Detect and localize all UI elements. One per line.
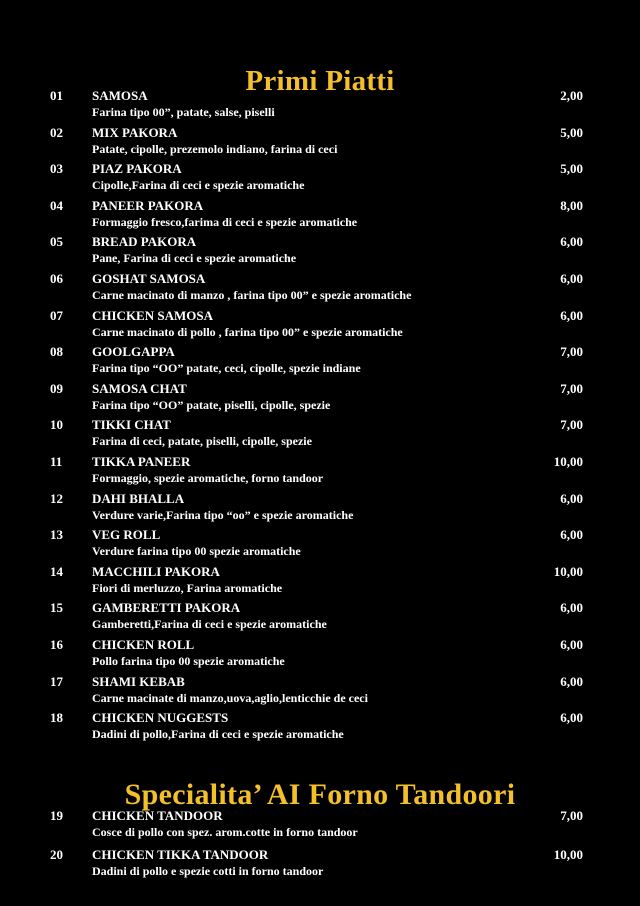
menu-item	[0, 307, 640, 344]
item-number: 04	[50, 197, 63, 213]
item-name: SAMOSA	[92, 88, 148, 103]
menu-item	[0, 709, 640, 746]
item-price: 10,00	[553, 847, 583, 862]
item-name: TIKKA PANEER	[92, 453, 191, 469]
item-price: 6,00	[560, 600, 583, 616]
item-number: 06	[50, 270, 63, 286]
item-description: Carne macinate di manzo,uova,aglio,lenticchie de ceci	[92, 690, 368, 705]
item-name: CHICKEN SAMOSA	[92, 307, 213, 323]
item-description: Pane, Farina di ceci e spezie aromatiche	[92, 251, 297, 266]
item-name: PANEER PAKORA	[92, 197, 204, 213]
item-name: PIAZ PAKORA	[92, 161, 182, 177]
item-description: Gamberetti,Farina di ceci e spezie aromatiche	[92, 617, 327, 632]
item-name: SAMOSA CHAT	[92, 380, 187, 396]
item-number: 09	[50, 380, 63, 396]
item-number: 18	[50, 710, 63, 726]
item-price: 5,00	[560, 161, 583, 177]
item-name: CHICKEN TANDOOR	[92, 808, 223, 823]
item-name: GAMBERETTI PAKORA	[92, 600, 241, 616]
item-price: 6,00	[560, 270, 583, 286]
item-name: GOOLGAPPA	[92, 344, 175, 360]
menu-item	[0, 599, 640, 636]
item-number: 11	[50, 453, 63, 469]
item-description: Carne macinato di pollo , farina tipo 00” e spezie aromatiche	[92, 324, 403, 339]
item-price: 6,00	[560, 307, 583, 323]
item-name: MIX PAKORA	[92, 124, 178, 140]
item-description: Dadini di pollo,Farina di ceci e spezie aromatiche	[92, 727, 344, 742]
item-price: 7,00	[560, 344, 583, 360]
item-description: Dadini di pollo e spezie cotti in forno tandoor	[92, 864, 324, 878]
item-price: 10,00	[553, 453, 583, 469]
item-price: 6,00	[560, 673, 583, 689]
item-number: 02	[50, 124, 63, 140]
item-name: CHICKEN TIKKA TANDOOR	[92, 847, 269, 862]
item-description: Cosce di pollo con spez. arom.cotte in forno tandoor	[92, 825, 358, 839]
item-number: 07	[50, 307, 63, 323]
menu-item	[0, 526, 640, 563]
item-description: Farina tipo 00”, patate, salse, piselli	[92, 105, 275, 119]
item-number: 19	[50, 808, 63, 823]
menu-item	[0, 846, 640, 885]
menu-list-tandoori	[0, 807, 640, 885]
menu-item	[0, 87, 640, 124]
section-title-tandoori: Specialita’ AI Forno Tandoori	[124, 778, 516, 812]
item-description: Formaggio fresco,farima di ceci e spezie aromatiche	[92, 214, 358, 229]
item-name: CHICKEN ROLL	[92, 636, 195, 652]
item-price: 5,00	[560, 124, 583, 140]
item-description: Formaggio, spezie aromatiche, forno tandoor	[92, 470, 324, 485]
menu-item	[0, 636, 640, 673]
item-price: 2,00	[560, 88, 583, 103]
item-name: CHICKEN NUGGESTS	[92, 710, 229, 726]
item-description: Farina di ceci, patate, piselli, cipolle, spezie	[92, 434, 312, 449]
item-price: 6,00	[560, 490, 583, 506]
item-price: 7,00	[560, 380, 583, 396]
item-number: 03	[50, 161, 63, 177]
item-number: 15	[50, 600, 63, 616]
item-number: 17	[50, 673, 63, 689]
item-price: 6,00	[560, 234, 583, 250]
item-description: Pollo farina tipo 00 spezie aromatiche	[92, 653, 285, 668]
item-number: 10	[50, 417, 63, 433]
item-price: 6,00	[560, 710, 583, 726]
item-name: SHAMI KEBAB	[92, 673, 185, 689]
item-number: 13	[50, 527, 63, 543]
item-description: Carne macinato di manzo , farina tipo 00” e spezie aromatiche	[92, 287, 412, 302]
item-description: Verdure varie,Farina tipo “oo” e spezie aromatiche	[92, 507, 354, 522]
item-price: 7,00	[560, 808, 583, 823]
menu-item	[0, 490, 640, 527]
item-number: 05	[50, 234, 63, 250]
item-name: BREAD PAKORA	[92, 234, 197, 250]
menu-item	[0, 124, 640, 161]
item-name: VEG ROLL	[92, 527, 161, 543]
menu-item	[0, 233, 640, 270]
item-price: 8,00	[560, 197, 583, 213]
section-title-primi-piatti: Primi Piatti	[245, 65, 395, 98]
item-number: 01	[50, 88, 63, 103]
item-description: Cipolle,Farina di ceci e spezie aromatiche	[92, 178, 305, 193]
item-price: 7,00	[560, 417, 583, 433]
menu-item	[0, 416, 640, 453]
menu-item	[0, 380, 640, 417]
item-number: 20	[50, 847, 63, 862]
menu-item	[0, 197, 640, 234]
item-description: Farina tipo “OO” patate, piselli, cipolle, spezie	[92, 397, 331, 412]
item-number: 16	[50, 636, 63, 652]
menu-item	[0, 343, 640, 380]
item-description: Patate, cipolle, prezemolo indiano, farina di ceci	[92, 141, 338, 156]
item-name: MACCHILI PAKORA	[92, 563, 220, 579]
menu-item	[0, 160, 640, 197]
menu-item	[0, 807, 640, 846]
menu-list-primi-piatti	[0, 87, 640, 746]
item-price: 6,00	[560, 636, 583, 652]
item-name: GOSHAT SAMOSA	[92, 270, 206, 286]
item-price: 6,00	[560, 527, 583, 543]
item-description: Farina tipo “OO” patate, ceci, cipolle, spezie indiane	[92, 361, 361, 376]
menu-item	[0, 270, 640, 307]
menu-item	[0, 453, 640, 490]
item-price: 10,00	[553, 563, 583, 579]
item-description: Verdure farina tipo 00 spezie aromatiche	[92, 544, 301, 559]
item-number: 14	[50, 563, 63, 579]
item-description: Fiori di merluzzo, Farina aromatiche	[92, 580, 283, 595]
item-name: DAHI BHALLA	[92, 490, 185, 506]
item-number: 12	[50, 490, 63, 506]
item-name: TIKKI CHAT	[92, 417, 171, 433]
menu-item	[0, 673, 640, 710]
menu-item	[0, 563, 640, 600]
item-number: 08	[50, 344, 63, 360]
